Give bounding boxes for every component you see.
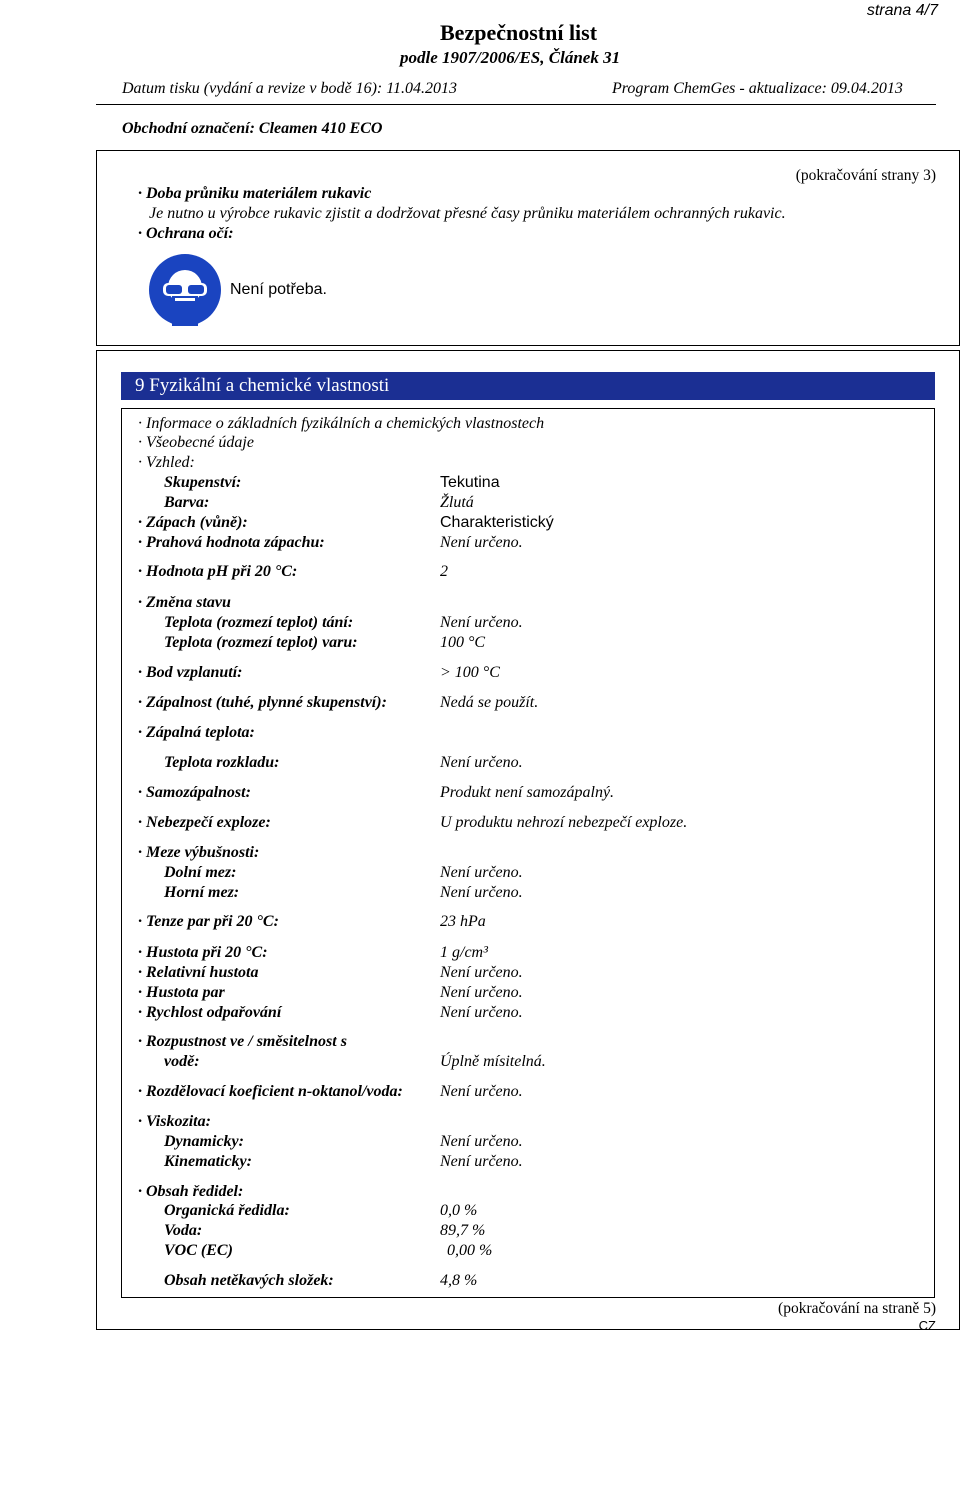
organic-solvents-value: 0,0 % bbox=[440, 1202, 478, 1219]
glove-penetration-text: Je nutno u výrobce rukavic zjistit a dodržovat přesné časy průniku materiálem ochranných rukavic. bbox=[149, 205, 786, 222]
partition-label: · Rozdělovací koeficient n-oktanol/voda: bbox=[138, 1083, 403, 1100]
partition-value: Není určeno. bbox=[440, 1083, 523, 1100]
kinematic-label: Kinematicky: bbox=[164, 1153, 252, 1170]
melting-value: Není určeno. bbox=[440, 614, 523, 631]
self-ignition-value: Produkt není samozápalný. bbox=[440, 784, 615, 801]
kinematic-value: Není určeno. bbox=[440, 1153, 523, 1170]
lower-limit-label: Dolní mez: bbox=[164, 864, 237, 881]
solvent-content-label: · Obsah ředidel: bbox=[138, 1183, 244, 1200]
language-code: CZ bbox=[918, 1318, 936, 1333]
document-title: Bezpečnostní list bbox=[440, 20, 598, 45]
state-value: Tekutina bbox=[440, 474, 500, 491]
boiling-label: Teplota (rozmezí teplot) varu: bbox=[164, 634, 358, 651]
water-value: 89,7 % bbox=[440, 1222, 486, 1239]
relative-density-label: · Relativní hustota bbox=[138, 964, 259, 981]
explosion-label: · Nebezpečí exploze: bbox=[138, 814, 271, 831]
lower-limit-value: Není určeno. bbox=[440, 864, 523, 881]
explosion-limits-label: · Meze výbušnosti: bbox=[138, 844, 260, 861]
info-heading: · Informace o základních fyzikálních a chemických vlastnostech bbox=[138, 415, 545, 432]
solubility-label-line1: · Rozpustnost ve / směsitelnost s bbox=[138, 1033, 347, 1050]
vapor-pressure-label: · Tenze par při 20 °C: bbox=[138, 913, 279, 930]
odor-label: · Zápach (vůně): bbox=[138, 514, 248, 531]
viscosity-label: · Viskozita: bbox=[138, 1113, 211, 1130]
ph-label: · Hodnota pH při 20 °C: bbox=[138, 563, 298, 580]
odor-threshold-value: Není určeno. bbox=[440, 534, 523, 551]
relative-density-value: Není určeno. bbox=[440, 964, 523, 981]
vapor-density-value: Není určeno. bbox=[440, 984, 523, 1001]
flammability-value: Nedá se použít. bbox=[440, 694, 539, 711]
continued-from: (pokračování strany 3) bbox=[795, 167, 936, 184]
evaporation-label: · Rychlost odpařování bbox=[138, 1004, 282, 1021]
print-date: Datum tisku (vydání a revize v bodě 16): 11.04.2013 bbox=[122, 80, 458, 97]
flash-point-label: · Bod vzplanutí: bbox=[138, 664, 243, 681]
density-value: 1 g/cm³ bbox=[440, 944, 488, 961]
upper-limit-value: Není určeno. bbox=[440, 884, 523, 901]
trade-name: Obchodní označení: Cleamen 410 ECO bbox=[122, 120, 383, 137]
goggles-icon bbox=[149, 254, 221, 326]
section-9-title: 9 Fyzikální a chemické vlastnosti bbox=[121, 372, 935, 400]
boiling-value: 100 °C bbox=[440, 634, 486, 651]
color-value: Žlutá bbox=[440, 494, 474, 511]
decomposition-label: Teplota rozkladu: bbox=[164, 754, 280, 771]
ph-value: 2 bbox=[440, 563, 448, 580]
continued-to: (pokračování na straně 5) bbox=[778, 1300, 936, 1317]
solubility-value: Úplně mísitelná. bbox=[440, 1053, 546, 1070]
document-subtitle: podle 1907/2006/ES, Článek 31 bbox=[400, 48, 621, 67]
odor-value: Charakteristický bbox=[440, 514, 554, 531]
dynamic-value: Není určeno. bbox=[440, 1133, 523, 1150]
program-version: Program ChemGes - aktualizace: 09.04.2013 bbox=[612, 80, 903, 97]
eye-protection-label: · Ochrana očí: bbox=[138, 225, 234, 242]
header-rule bbox=[96, 104, 936, 105]
evaporation-value: Není určeno. bbox=[440, 1004, 523, 1021]
solubility-label-line2: vodě: bbox=[164, 1053, 200, 1070]
flammability-label: · Zápalnost (tuhé, plynné skupenství): bbox=[138, 694, 387, 711]
density-label: · Hustota při 20 °C: bbox=[138, 944, 268, 961]
state-change-label: · Změna stavu bbox=[138, 594, 231, 611]
flash-point-value: > 100 °C bbox=[440, 664, 500, 681]
decomposition-value: Není určeno. bbox=[440, 754, 523, 771]
dynamic-label: Dynamicky: bbox=[164, 1133, 244, 1150]
voc-value: 0,00 % bbox=[447, 1242, 493, 1259]
water-label: Voda: bbox=[164, 1222, 203, 1239]
solids-content-label: Obsah netěkavých složek: bbox=[164, 1272, 334, 1289]
upper-limit-label: Horní mez: bbox=[164, 884, 240, 901]
general-heading: · Všeobecné údaje bbox=[138, 434, 254, 451]
organic-solvents-label: Organická ředidla: bbox=[164, 1202, 290, 1219]
voc-label: VOC (EC) bbox=[164, 1242, 233, 1259]
ignition-label: · Zápalná teplota: bbox=[138, 724, 255, 741]
eye-protection-value: Není potřeba. bbox=[230, 281, 327, 298]
color-label: Barva: bbox=[164, 494, 210, 511]
vapor-pressure-value: 23 hPa bbox=[440, 913, 486, 930]
self-ignition-label: · Samozápalnost: bbox=[138, 784, 251, 801]
solids-content-value: 4,8 % bbox=[440, 1272, 478, 1289]
odor-threshold-label: · Prahová hodnota zápachu: bbox=[138, 534, 325, 551]
state-label: Skupenství: bbox=[164, 474, 242, 491]
page-number: strana 4/7 bbox=[866, 2, 938, 19]
appearance-label: · Vzhled: bbox=[138, 454, 195, 471]
vapor-density-label: · Hustota par bbox=[138, 984, 225, 1001]
explosion-value: U produktu nehrozí nebezpečí exploze. bbox=[440, 814, 688, 831]
melting-label: Teplota (rozmezí teplot) tání: bbox=[164, 614, 354, 631]
glove-penetration-label: · Doba průniku materiálem rukavic bbox=[138, 185, 372, 202]
